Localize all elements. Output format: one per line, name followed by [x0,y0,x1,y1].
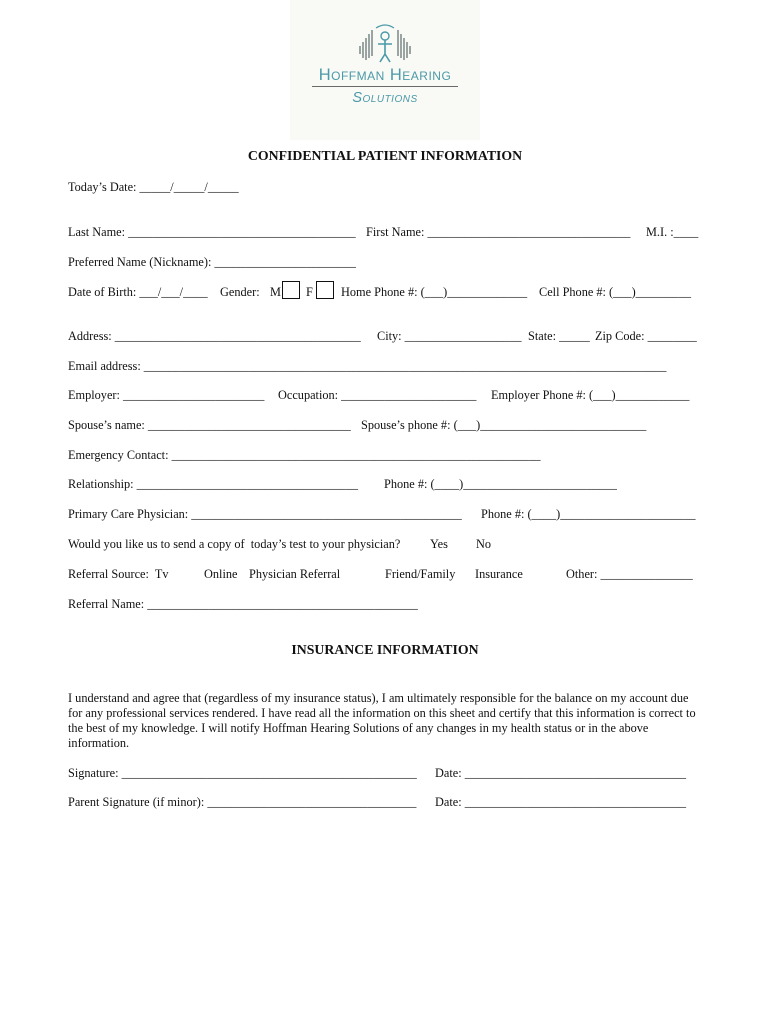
employer-field[interactable]: Employer: _______________________ [68,388,265,402]
city-field[interactable]: City: ___________________ [377,329,522,343]
gender-f-checkbox[interactable] [316,281,334,299]
preferred-name-field[interactable]: Preferred Name (Nickname): _______________________ [68,255,356,269]
referral-friend-family-option[interactable]: Friend/Family [385,567,456,581]
referral-name-field[interactable]: Referral Name: ____________________________________________ [68,597,418,611]
employer-phone-field[interactable]: Employer Phone #: (___)____________ [491,388,690,402]
company-logo [290,0,480,140]
logo-divider [312,86,458,87]
spouse-name-field[interactable]: Spouse’s name: _________________________________ [68,418,351,432]
signature-date-field[interactable]: Date: ____________________________________ [435,766,687,780]
physician-phone-field[interactable]: Phone #: (____)______________________ [481,507,696,521]
middle-initial-field[interactable]: M.I. :____ [646,225,699,239]
signature-field[interactable]: Signature: ________________________________________________ [68,766,417,780]
state-field[interactable]: State: _____ [528,329,590,343]
form-title: CONFIDENTIAL PATIENT INFORMATION [247,148,523,163]
gender-f-label: F [306,285,313,299]
referral-insurance-option[interactable]: Insurance [475,567,523,581]
occupation-field[interactable]: Occupation: ______________________ [278,388,477,402]
cell-phone-field[interactable]: Cell Phone #: (___)_________ [539,285,691,299]
zip-code-field[interactable]: Zip Code: ________ [595,329,697,343]
agreement-paragraph: I understand and agree that (regardless of my insurance status), I am ultimately responsible for the balance on my account due for any professional services rendered. I have read all the information on this sheet and certify that this information is correct to the best of my knowledge. I will notify Hoffman Hearing Solutions of any changes in my health status or in the above information. [68,691,696,750]
insurance-section-title: INSURANCE INFORMATION [291,642,479,657]
gender-m-checkbox[interactable] [282,281,300,299]
referral-source-tv-option[interactable]: Referral Source: Tv [68,567,169,581]
first-name-field[interactable]: First Name: _________________________________ [366,225,631,239]
parent-signature-date-field[interactable]: Date: ____________________________________ [435,795,687,809]
last-name-field[interactable]: Last Name: _____________________________________ [68,225,356,239]
logo-text-hoffman-hearing: Hoffman Hearing [318,66,452,84]
address-field[interactable]: Address: ________________________________________ [68,329,361,343]
relationship-field[interactable]: Relationship: ____________________________________ [68,477,358,491]
logo-text-solutions: Solutions [352,90,418,106]
email-field[interactable]: Email address: _____________________________________________________________________________________ [68,359,667,373]
home-phone-field[interactable]: Home Phone #: (___)_____________ [341,285,528,299]
todays-date-field[interactable]: Today’s Date: _____/_____/_____ [68,180,239,194]
hearing-figure-icon [290,0,480,70]
send-copy-no-option[interactable]: No [476,537,492,551]
send-copy-yes-option[interactable]: Yes [430,537,448,551]
parent-signature-field[interactable]: Parent Signature (if minor): __________________________________ [68,795,417,809]
referral-physician-option[interactable]: Physician Referral [249,567,341,581]
gender-m-label: M [270,285,281,299]
dob-field[interactable]: Date of Birth: ___/___/____ [68,285,208,299]
gender-label: Gender: [220,285,260,299]
referral-other-field[interactable]: Other: _______________ [566,567,693,581]
primary-care-physician-field[interactable]: Primary Care Physician: ____________________________________________ [68,507,462,521]
referral-online-option[interactable]: Online [204,567,238,581]
send-copy-question: Would you like us to send a copy of today’s test to your physician? [68,537,401,551]
relationship-phone-field[interactable]: Phone #: (____)_________________________ [384,477,617,491]
spouse-phone-field[interactable]: Spouse’s phone #: (___)___________________________ [361,418,647,432]
emergency-contact-field[interactable]: Emergency Contact: ____________________________________________________________ [68,448,541,462]
